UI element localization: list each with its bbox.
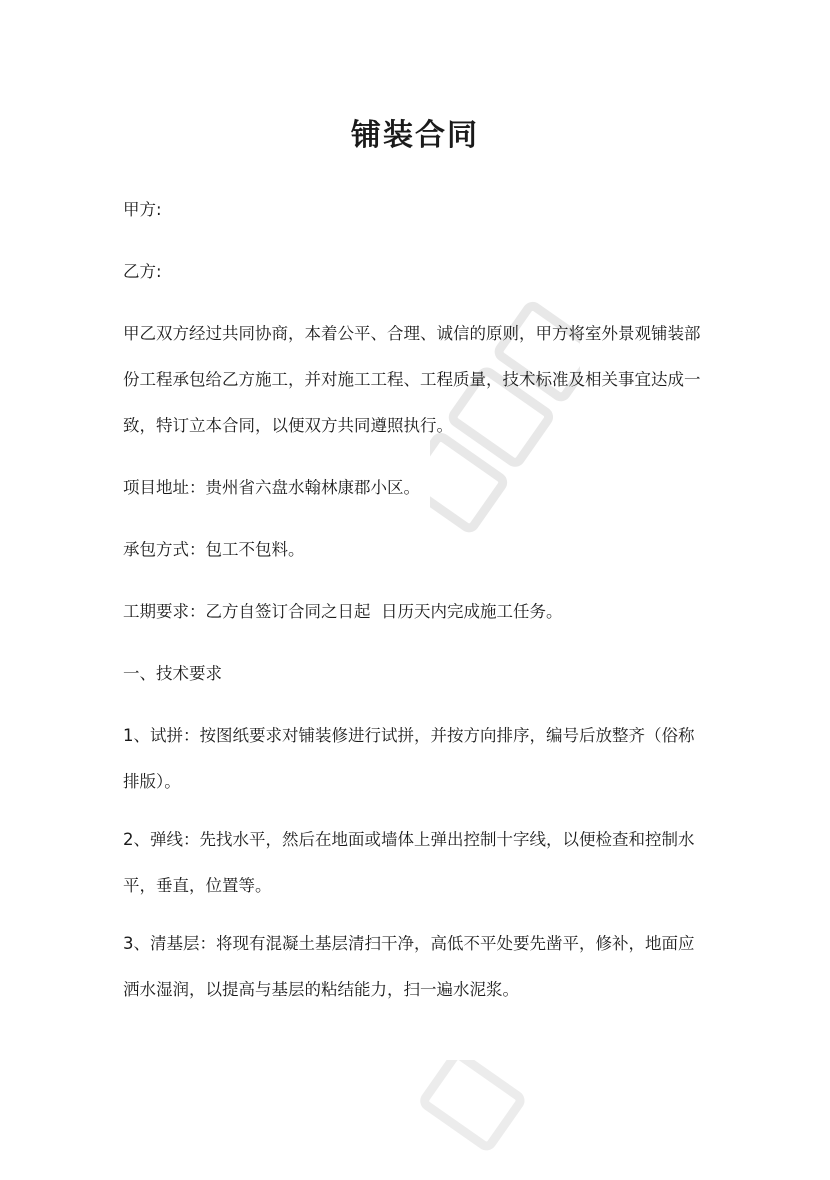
item-line: 2、弹线：先找水平，然后在地面或墙体上弹出控制十字线，以便检查和控制水 [123,830,695,849]
party-b-label: 乙方: [123,262,162,281]
technical-item-3 [123,921,715,1013]
technical-item-2 [123,817,715,909]
watermark-stamp-icon [390,1060,540,1180]
intro-paragraph [123,311,715,449]
item-line: 1、试拼：按图纸要求对铺装修进行试拼，并按方向排序，编号后放整齐（俗称 [123,726,695,745]
intro-line: 甲乙双方经过共同协商，本着公平、合理、诚信的原则，甲方将室外景观铺装部 [123,324,701,343]
item-line: 3、清基层：将现有混凝土基层清扫干净，高低不平处要先凿平，修补，地面应 [123,934,695,953]
document-title: 铺装合同 [351,118,479,153]
intro-line: 致，特订立本合同，以便双方共同遵照执行。 [123,416,453,435]
intro-line: 份工程承包给乙方施工，并对施工工程、工程质量，技术标准及相关事宜达成一 [123,370,701,389]
technical-item-1 [123,713,715,805]
project-address: 项目地址：贵州省六盘水翰林康郡小区。 [123,478,420,497]
schedule-text: 工期要求：乙方自签订合同之日起 日历天内完成施工任务。 [123,602,563,621]
contract-method: 承包方式：包工不包料。 [123,540,305,559]
item-line: 排版）。 [123,772,181,791]
item-line: 平，垂直，位置等。 [123,876,272,895]
section-heading: 一、技术要求 [123,664,222,683]
party-a-label: 甲方: [123,200,162,219]
item-line: 洒水湿润，以提高与基层的粘结能力，扫一遍水泥浆。 [123,980,519,999]
schedule-requirement [123,589,715,635]
